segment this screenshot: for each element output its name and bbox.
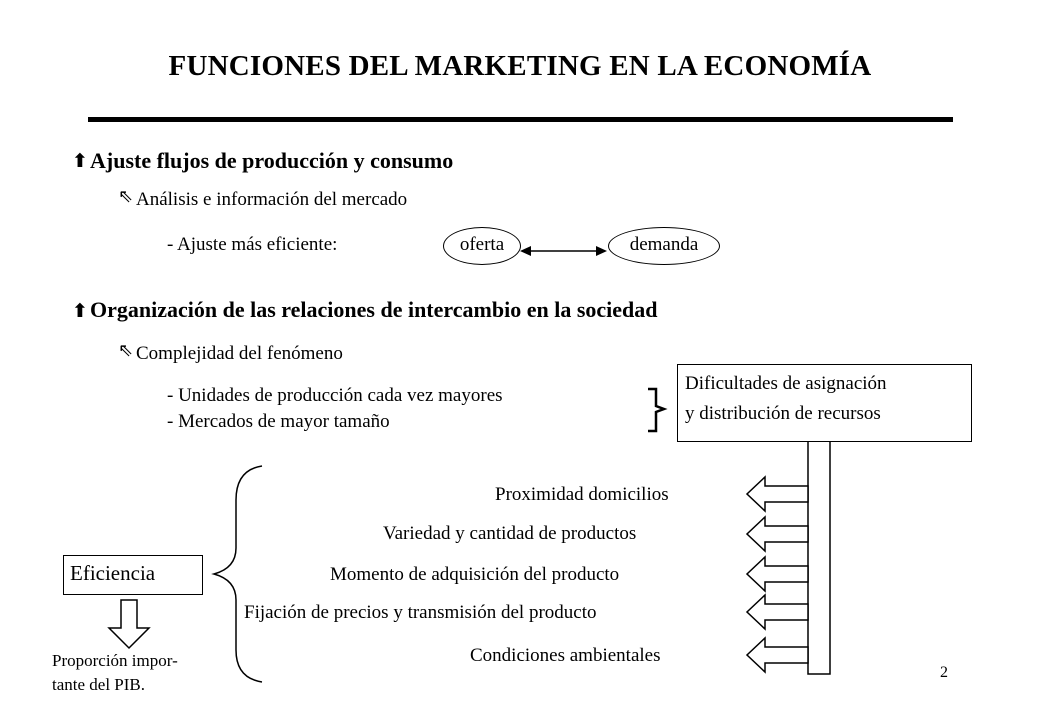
offer-oval: oferta — [443, 227, 521, 265]
section2-line1: - Unidades de producción cada vez mayores — [167, 385, 503, 406]
efficiency-label: Eficiencia — [70, 561, 156, 585]
double-arrow-icon — [520, 246, 607, 256]
right-brace-icon — [648, 389, 664, 431]
difficulties-line2: y distribución de recursos — [685, 403, 881, 424]
left-brace-icon — [214, 466, 262, 682]
section2-heading: Organización de las relaciones de intercambio en la sociedad — [90, 297, 658, 322]
arrow-up-bullet-icon: ⬆ — [72, 300, 88, 322]
section1-heading: Ajuste flujos de producción y consumo — [90, 148, 454, 173]
slide-title: FUNCIONES DEL MARKETING EN LA ECONOMÍA — [168, 50, 872, 82]
efficiency-item-environment: Condiciones ambientales — [470, 645, 661, 666]
gdp-note-line1: Proporción impor- — [52, 651, 178, 670]
efficiency-box — [63, 555, 203, 595]
difficulties-box — [677, 364, 972, 442]
section2-subpoint: Complejidad del fenómeno — [136, 343, 343, 364]
left-arrow-icons — [747, 477, 808, 672]
section2-line2: - Mercados de mayor tamaño — [167, 411, 390, 432]
vertical-bar — [808, 438, 830, 674]
gdp-note-line2: tante del PIB. — [52, 675, 146, 694]
efficiency-item-pricing: Fijación de precios y transmisión del producto — [244, 602, 597, 623]
down-arrow-icon — [109, 600, 149, 648]
section1-adjust-line: - Ajuste más eficiente: — [167, 234, 338, 255]
arrow-up-left-bullet-icon: ⇖ — [118, 186, 134, 206]
difficulties-line1: Dificultades de asignación — [685, 373, 887, 394]
efficiency-item-moment: Momento de adquisición del producto — [330, 564, 620, 585]
arrow-up-left-bullet-icon: ⇖ — [118, 340, 134, 360]
section1-subpoint: Análisis e información del mercado — [136, 189, 408, 210]
efficiency-item-variety: Variedad y cantidad de productos — [383, 523, 637, 544]
efficiency-item-proximity: Proximidad domicilios — [495, 484, 669, 505]
demand-oval: demanda — [608, 227, 720, 265]
page-number: 2 — [940, 664, 948, 681]
arrow-up-bullet-icon: ⬆ — [72, 150, 88, 172]
